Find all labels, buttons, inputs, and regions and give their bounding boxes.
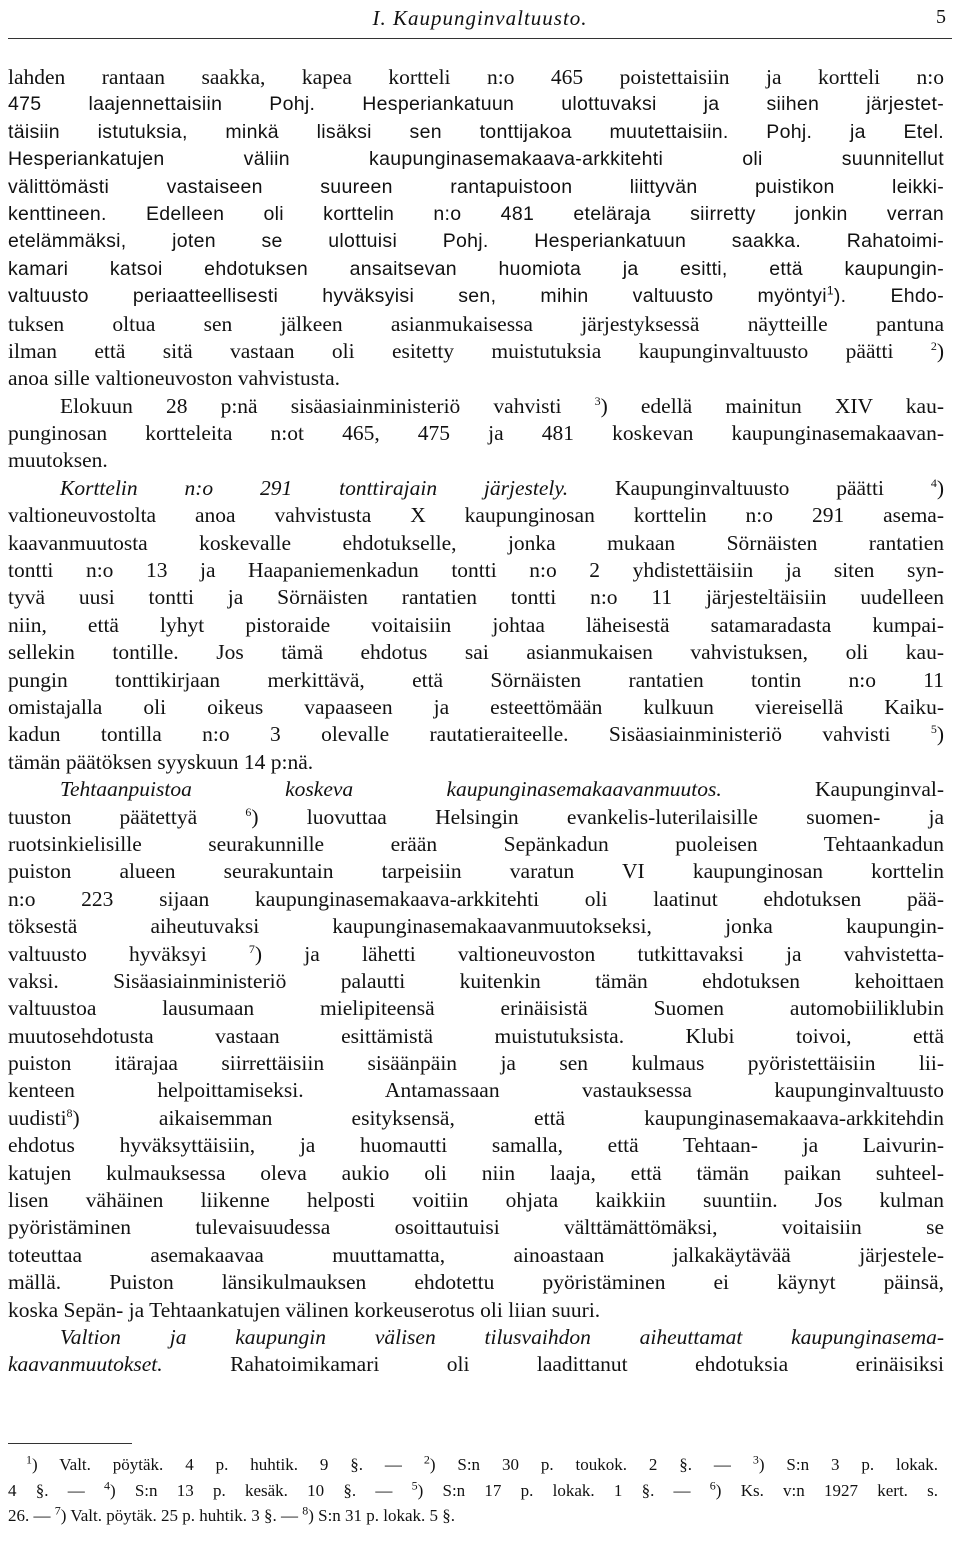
footnote-line: 4 §. — $^4$) S:n 13 p. kesäk. 10 §. — $^5$) S:n 17 p. lokak. 1 §. — $^6$) Ks. v:n 1927 kert. s.: [8, 1477, 938, 1500]
text-line: kaavanmuutosta koskevalle ehdotukselle, jonka mukaan Sörnäisten rantatien: [8, 530, 944, 555]
text-line: täisiin istutuksia, minkä lisäksi sen tonttijakoa muutettaisiin. Pohj. ja Etel.: [8, 120, 944, 143]
text-line: lisen vähäinen liikenne helposti voitiin ohjata kaikkiin suuntiin. Jos kulman: [8, 1188, 944, 1213]
text-line: muutoksen.: [8, 448, 108, 473]
text-line: kadun tontilla n:o 3 olevalle rautatieraiteelle. Sisäasiainministeriö vahvisti $^5$): [8, 722, 944, 747]
text-line: puiston itärajaa siirrettäisiin sisäänpäin ja sen kulmaus pyöristettäisiin lii-: [8, 1051, 944, 1076]
text-line: ruotsinkielisille seurakunnille erään Sepänkadun puoleisen Tehtaankadun: [8, 831, 944, 856]
text-line: n:o 223 sijaan kaupunginasemakaava-arkkitehti oli laatinut ehdotuksen pää-: [8, 886, 944, 911]
text-line: etelämmäksi, joten se ulottuisi Pohj. Hesperiankatuun saakka. Rahatoimi-: [8, 230, 944, 253]
text-line: valtuusto periaatteellisesti hyväksyisi sen, mihin valtuusto myöntyi$^1$). Ehdo-: [8, 283, 944, 308]
text-line: tyvä uusi tontti ja Sörnäisten rantatien tontti n:o 11 järjesteltäisiin uudelleen: [8, 585, 944, 610]
text-line: Korttelin n:o 291 tonttirajain järjestely. Kaupunginvaltuusto päätti $^4$): [60, 475, 944, 500]
text-line: punginosan kortteleita n:ot 465, 475 ja 481 koskevan kaupunginasemakaavan-: [8, 421, 944, 446]
text-line: Hesperiankatujen väliin kaupunginasemakaava-arkkitehti oli suunnitellut: [8, 148, 944, 171]
text-line: toteuttaa asemakaavaa muuttamatta, ainoastaan jalkakäytävää järjestele-: [8, 1242, 944, 1267]
text-line: uudisti$^8$) aikaisemman esityksensä, että kaupunginasemakaava-arkkitehdin: [8, 1105, 944, 1130]
text-line: tontti n:o 13 ja Haapaniemenkadun tontti n:o 2 yhdistettäisiin ja siten syn-: [8, 558, 944, 583]
footnote-ref: 4: [930, 475, 937, 490]
text-line: kenttineen. Edelleen oli korttelin n:o 481 eteläraja siirretty jonkin verran: [8, 202, 944, 225]
text-line: ilman että sitä vastaan oli esitetty muistutuksia kaupunginvaltuusto päätti $^2$): [8, 338, 944, 363]
text-line: tämän päätöksen syyskuun 14 p:nä.: [8, 749, 314, 774]
running-title: I. Kaupunginvaltuusto.: [372, 6, 588, 30]
text-line: omistajalla oli oikeus vapaaseen ja esteettömään kulkuun viereisellä Kaiku-: [8, 694, 944, 719]
text-line: ehdotus hyväksyttäisiin, ja huomautti samalla, että Tehtaan- ja Laivurin-: [8, 1133, 944, 1158]
section-heading: Tehtaanpuistoa koskeva kaupunginasemakaavanmuutos.: [60, 777, 722, 802]
section-heading: Valtion ja kaupungin välisen tilusvaihdon aiheuttamat kaupunginasema-: [60, 1324, 944, 1349]
text-line: pyöristäminen tulevaisuudessa osoittautuisi välttämättömäksi, voitaisiin se: [8, 1215, 944, 1240]
footnote-ref: 8: [66, 1105, 73, 1120]
footnote-ref: 6: [245, 804, 252, 819]
footnote-line: 26. — $^7$) Valt. pöytäk. 25 p. huhtik. 3 §. — $^8$) S:n 31 p. lokak. 5 §.: [8, 1503, 456, 1525]
text-line: [8, 1324, 944, 1351]
footnote-ref: 3: [594, 393, 601, 408]
text-line: niin, että lyhyt pistoraide voitaisiin johtaa läheisestä satamaradasta kumpai-: [8, 612, 944, 637]
text-line: töksestä aiheutuvaksi kaupunginasemakaavanmuutokseksi, jonka kaupungin-: [8, 914, 944, 939]
text-line: koska Sepän- ja Tehtaankatujen välinen korkeuserotus oli liian suuri.: [8, 1297, 601, 1322]
footnote-line: $^1$) Valt. pöytäk. 4 p. huhtik. 9 §. — $^2$) S:n 30 p. toukok. 2 §. — $^3$) S:n 3 p. lokak.: [26, 1452, 938, 1474]
text-line: tuksen oltua sen jälkeen asianmukaisessa järjestyksessä näytteille pantuna: [8, 311, 944, 336]
text-line: pungin tonttikirjaan merkittävä, että Sörnäisten rantatien tontin n:o 11: [8, 667, 944, 692]
text-line: Tehtaanpuistoa koskeva kaupunginasemakaavanmuutos. Kaupunginval-: [60, 777, 944, 802]
text-line: katujen kulmauksessa oleva aukio oli niin laaja, että tämän paikan suhteel-: [8, 1160, 944, 1185]
text-line: mällä. Puiston länsikulmauksen ehdotettu pyöristäminen ei käynyt päinsä,: [8, 1270, 944, 1295]
section-heading: Korttelin n:o 291 tonttirajain järjestely.: [60, 475, 569, 500]
text-line: kamari katsoi ehdotuksen ansaitsevan huomiota ja esitti, että kaupungin-: [8, 257, 944, 280]
footnote-ref: 7: [248, 941, 255, 956]
text-line: muutosehdotusta vastaan esittämistä muistutuksista. Klubi toivoi, että: [8, 1023, 944, 1048]
page-number: 5: [936, 6, 946, 28]
text-line: valtioneuvostolta anoa vahvistusta X kaupunginosan korttelin n:o 291 asema-: [8, 503, 944, 528]
footnote-ref: 1: [826, 283, 834, 298]
text-line: anoa sille valtioneuvoston vahvistusta.: [8, 366, 341, 391]
text-line: vaksi. Sisäasiainministeriö palautti kuitenkin tämän ehdotuksen kehoittaen: [8, 968, 944, 993]
text-line: tuuston päätettyä $^6$) luovuttaa Helsingin evankelis-luterilaisille suomen- ja: [8, 804, 944, 829]
text-line: Elokuun 28 p:nä sisäasiainministeriö vahvisti $^3$) edellä mainitun XIV kau-: [60, 393, 944, 418]
body-text: [8, 64, 944, 1379]
text-line: valtuusto hyväksyi $^7$) ja lähetti valtioneuvoston tutkittavaksi ja vahvistetta-: [8, 941, 944, 966]
text-line: sellekin tontille. Jos tämä ehdotus sai asianmukaisen vahvistuksen, oli kau-: [8, 640, 944, 665]
text-line: lahden rantaan saakka, kapea kortteli n:o 465 poistettaisiin ja kortteli n:o: [8, 65, 944, 89]
footnote-ref: 2: [930, 338, 937, 353]
text-line: puiston alueen seurakuntain tarpeisiin varatun VI kaupunginosan korttelin: [8, 859, 944, 884]
footnotes: [8, 1452, 938, 1529]
text-line: valtuustoa lausumaan mielipiteensä erinäisistä Suomen automobiiliklubin: [8, 996, 944, 1021]
header-rule: [8, 38, 952, 39]
text-line: välittömästi vastaiseen suureen rantapuistoon liittyvän puistikon leikki-: [8, 175, 944, 198]
section-heading-cont: kaavanmuutokset.: [8, 1352, 163, 1377]
text-line: 475 laajennettaisiin Pohj. Hesperiankatuun ulottuvaksi ja siihen järjestet-: [8, 93, 944, 116]
text-line: kaavanmuutokset. Rahatoimikamari oli laadittanut ehdotuksia erinäisiksi: [8, 1352, 944, 1377]
footnote-ref: 5: [930, 722, 937, 737]
footnote-rule: [8, 1443, 132, 1444]
running-header: [0, 0, 960, 38]
text-line: kenteen helpoittamiseksi. Antamassaan vastauksessa kaupunginvaltuusto: [8, 1078, 944, 1103]
